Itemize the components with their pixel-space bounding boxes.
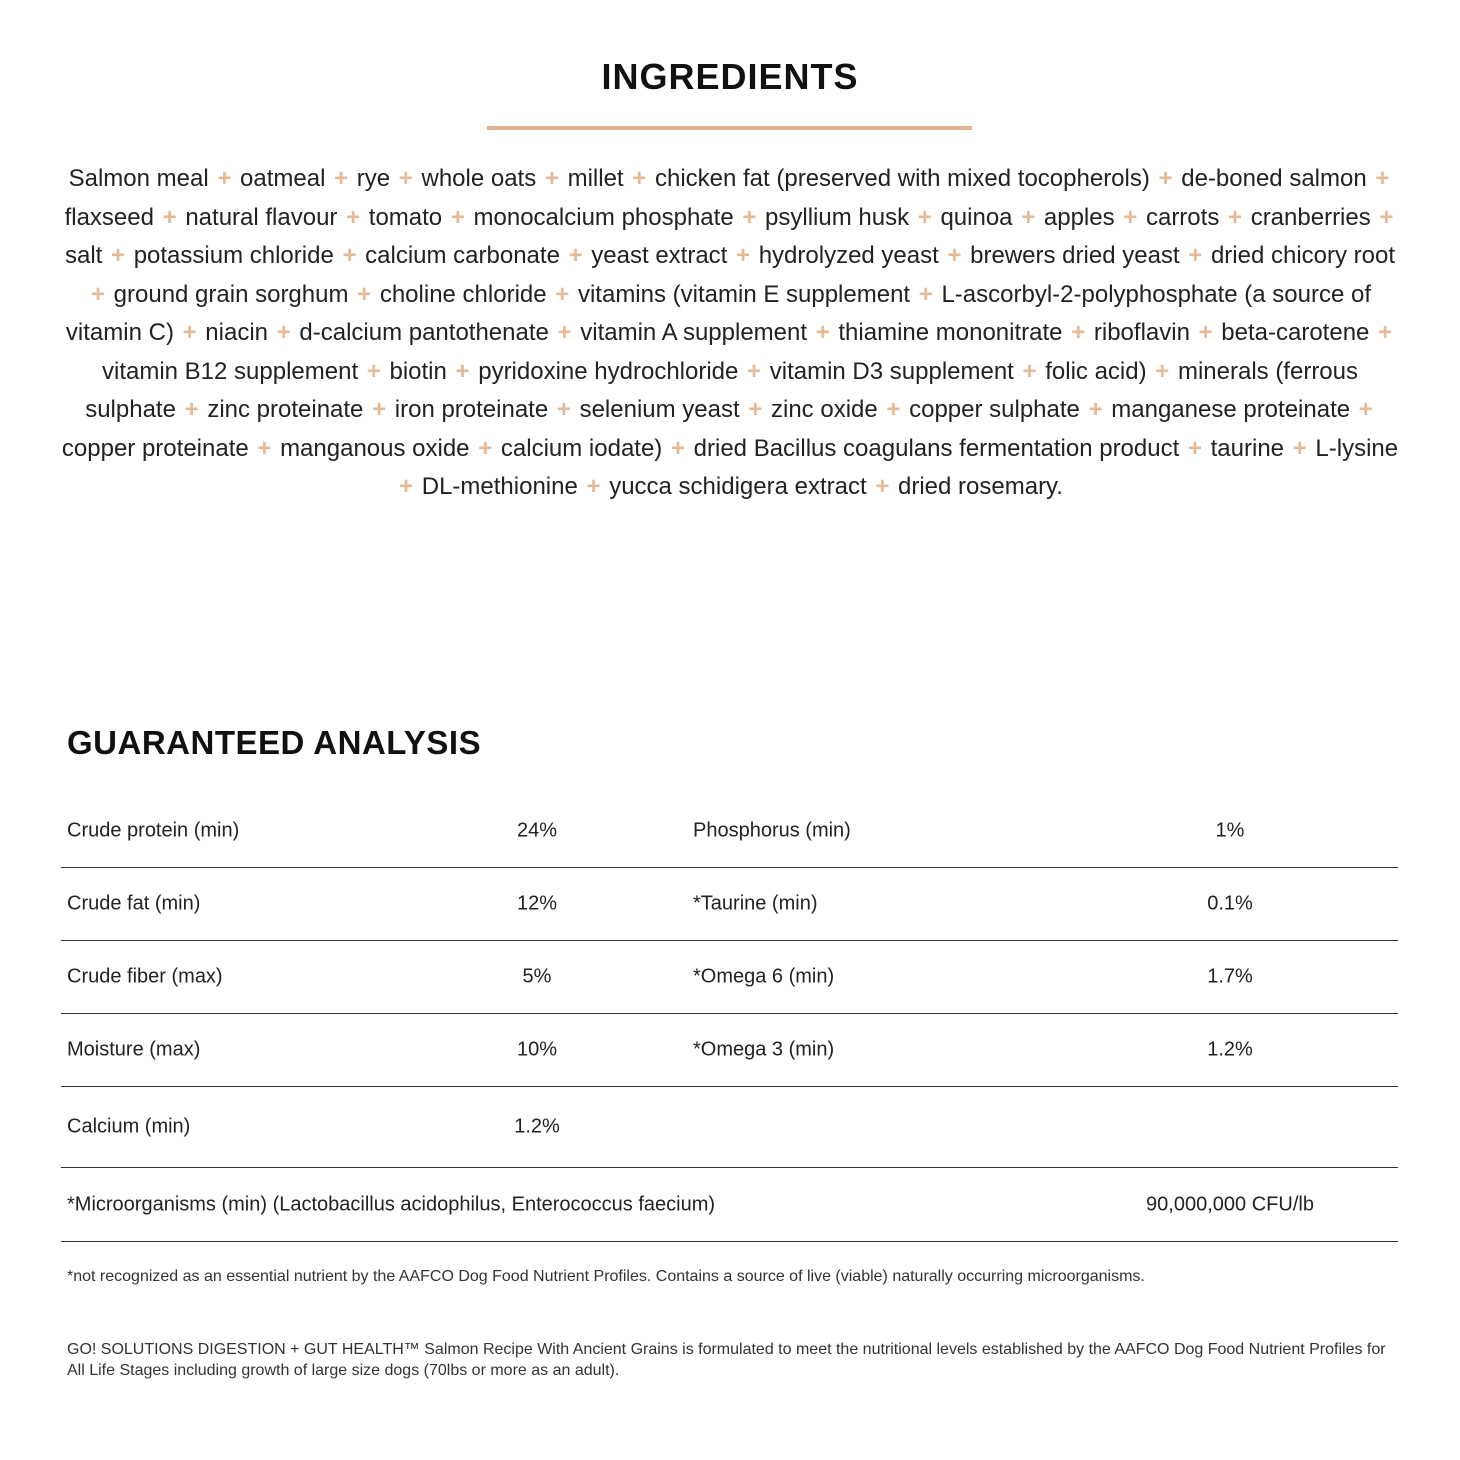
ingredient-item: L-ascorbyl-2-polyphosphate (a source of vitamin C) — [65, 280, 1372, 346]
plus-separator-icon: + — [568, 242, 583, 269]
nutrient-value: 10% — [516, 1038, 558, 1061]
ingredients-list — [60, 160, 1400, 507]
ingredient-item: beta-carotene — [1221, 319, 1370, 346]
ingredient-item: yeast extract — [591, 242, 728, 269]
plus-separator-icon: + — [632, 165, 647, 192]
ingredient-item: dried Bacillus coagulans fermentation product — [693, 434, 1180, 462]
nutrient-label: Crude protein (min) — [67, 819, 240, 842]
ingredient-item: chicken fat (preserved with mixed tocopherols) — [654, 165, 1150, 192]
ingredient-item: hydrolyzed yeast — [758, 242, 939, 269]
nutrient-value: 24% — [516, 819, 558, 842]
plus-separator-icon: + — [1155, 357, 1170, 385]
ingredient-item: calcium carbonate — [365, 242, 560, 269]
nutrient-value: 5% — [522, 965, 552, 988]
analysis-table — [61, 795, 1398, 1242]
nutrient-value: 90,000,000 CFU/lb — [1146, 1193, 1314, 1215]
table-row — [61, 941, 1398, 1014]
plus-separator-icon: + — [162, 203, 177, 231]
ingredient-item: apples — [1043, 203, 1115, 231]
ingredient-item: d-calcium pantothenate — [299, 319, 549, 346]
plus-separator-icon: + — [1228, 203, 1243, 231]
plus-separator-icon: + — [947, 242, 962, 269]
table-row-microorganisms — [61, 1168, 1398, 1242]
ingredient-item: millet — [567, 165, 624, 192]
plus-separator-icon: + — [399, 473, 414, 500]
nutrient-label: *Microorganisms (min) (Lactobacillus acidophilus, Enterococcus faecium) — [67, 1193, 716, 1215]
table-row — [61, 868, 1398, 941]
nutrient-label: Crude fiber (max) — [67, 965, 223, 988]
plus-separator-icon: + — [1292, 434, 1307, 462]
plus-separator-icon: + — [748, 396, 763, 423]
plus-separator-icon: + — [586, 473, 601, 500]
ingredient-item: DL-methionine — [421, 473, 578, 500]
plus-separator-icon: + — [557, 319, 572, 346]
plus-separator-icon: + — [357, 280, 372, 308]
ingredient-item: manganese proteinate — [1111, 396, 1351, 423]
ingredient-item: niacin — [205, 319, 269, 346]
plus-separator-icon: + — [372, 396, 387, 423]
ingredient-item: copper sulphate — [909, 396, 1080, 423]
ingredient-item: copper proteinate — [61, 434, 249, 462]
plus-separator-icon: + — [1158, 165, 1173, 192]
ingredient-item: monocalcium phosphate — [473, 203, 734, 231]
ingredient-item: de-boned salmon — [1181, 165, 1367, 192]
plus-separator-icon: + — [455, 357, 470, 385]
ingredient-item: dried chicory root — [1210, 242, 1396, 269]
ingredient-item: Salmon meal — [68, 165, 209, 192]
nutrient-value: 12% — [516, 892, 558, 915]
ingredient-item: cranberries — [1250, 203, 1371, 231]
plus-separator-icon: + — [1088, 396, 1103, 423]
ingredient-item: dried rosemary. — [898, 473, 1063, 500]
plus-separator-icon: + — [1375, 165, 1390, 192]
ingredient-item: taurine — [1210, 434, 1285, 462]
ingredient-item: calcium iodate) — [500, 434, 663, 462]
nutrient-value: 1% — [1215, 819, 1245, 842]
plus-separator-icon: + — [747, 357, 762, 385]
plus-separator-icon: + — [875, 473, 890, 500]
ingredient-item: ground grain sorghum — [113, 280, 349, 308]
plus-separator-icon: + — [276, 319, 291, 346]
ingredient-item: thiamine mononitrate — [838, 319, 1063, 346]
ingredient-item: pyridoxine hydrochloride — [478, 357, 739, 385]
plus-separator-icon: + — [556, 396, 571, 423]
ingredient-item: rye — [356, 165, 391, 192]
plus-separator-icon: + — [736, 242, 751, 269]
ingredient-item: oatmeal — [240, 165, 326, 192]
ingredient-item: choline chloride — [379, 280, 547, 308]
nutrient-label: *Omega 6 (min) — [693, 965, 835, 988]
plus-separator-icon: + — [450, 203, 465, 231]
table-row — [61, 1014, 1398, 1087]
plus-separator-icon: + — [342, 242, 357, 269]
plus-separator-icon: + — [1358, 396, 1373, 423]
plus-separator-icon: + — [217, 165, 232, 192]
ingredient-item: salt — [64, 242, 103, 269]
table-row — [61, 795, 1398, 868]
ingredient-item: potassium chloride — [133, 242, 334, 269]
plus-separator-icon: + — [90, 280, 105, 308]
plus-separator-icon: + — [1379, 203, 1394, 231]
table-row — [61, 1087, 1398, 1168]
plus-separator-icon: + — [1071, 319, 1086, 346]
plus-separator-icon: + — [366, 357, 381, 385]
nutrient-value: 1.2% — [514, 1115, 560, 1138]
plus-separator-icon: + — [815, 319, 830, 346]
footnote: *not recognized as an essential nutrient by the AAFCO Dog Food Nutrient Profiles. Contains a source of live (viable) naturally occurring microorganisms. — [67, 1268, 1145, 1285]
ingredient-item: vitamin D3 supplement — [769, 357, 1014, 385]
plus-separator-icon: + — [398, 165, 413, 192]
plus-separator-icon: + — [917, 203, 932, 231]
ingredient-item: zinc oxide — [771, 396, 878, 423]
plus-separator-icon: + — [111, 242, 126, 269]
ingredient-item: manganous oxide — [280, 434, 470, 462]
nutrient-label: Crude fat (min) — [67, 892, 201, 915]
ingredient-item: quinoa — [940, 203, 1013, 231]
ingredient-item: folic acid) — [1045, 357, 1147, 385]
ingredient-item: yucca schidigera extract — [609, 473, 867, 500]
plus-separator-icon: + — [346, 203, 361, 231]
ingredient-item: vitamin B12 supplement — [101, 357, 359, 385]
plus-separator-icon: + — [1188, 242, 1203, 269]
ingredient-item: zinc proteinate — [207, 396, 364, 423]
plus-separator-icon: + — [182, 319, 197, 346]
plus-separator-icon: + — [478, 434, 493, 462]
nutrient-value: 1.2% — [1207, 1038, 1253, 1061]
plus-separator-icon: + — [670, 434, 685, 462]
plus-separator-icon: + — [184, 396, 199, 423]
ingredient-item: minerals (ferrous sulphate — [85, 357, 1358, 423]
ingredient-item: carrots — [1145, 203, 1220, 231]
nutrient-label: *Omega 3 (min) — [693, 1038, 835, 1061]
plus-separator-icon: + — [1123, 203, 1138, 231]
plus-separator-icon: + — [742, 203, 757, 231]
ingredient-item: selenium yeast — [579, 396, 740, 423]
nutrient-value: 0.1% — [1207, 892, 1253, 915]
plus-separator-icon: + — [544, 165, 559, 192]
nutrient-label: Moisture (max) — [67, 1038, 201, 1061]
ingredient-item: biotin — [389, 357, 447, 385]
plus-separator-icon: + — [886, 396, 901, 423]
plus-separator-icon: + — [257, 434, 272, 462]
analysis-title: GUARANTEED ANALYSIS — [67, 724, 482, 761]
ingredient-item: natural flavour — [185, 203, 338, 231]
aafco-statement: GO! SOLUTIONS DIGESTION + GUT HEALTH™ Salmon Recipe With Ancient Grains is formulated to meet the nutritional levels established by the AAFCO Dog Food Nutrient Profiles for All Life Stages including growth of large size dogs (70lbs or more as an adult). — [67, 1341, 1386, 1379]
plus-separator-icon: + — [1021, 203, 1036, 231]
plus-separator-icon: + — [918, 280, 933, 308]
plus-separator-icon: + — [1187, 434, 1202, 462]
nutrient-label: *Taurine (min) — [693, 892, 818, 915]
nutrient-value: 1.7% — [1207, 965, 1253, 988]
plus-separator-icon: + — [555, 280, 570, 308]
ingredient-item: tomato — [368, 203, 443, 231]
plus-separator-icon: + — [1022, 357, 1037, 385]
ingredient-item: L-lysine — [1315, 434, 1399, 462]
ingredient-item: whole oats — [421, 165, 537, 192]
ingredient-item: brewers dried yeast — [970, 242, 1180, 269]
ingredient-item: iron proteinate — [394, 396, 549, 423]
plus-separator-icon: + — [1198, 319, 1213, 346]
plus-separator-icon: + — [334, 165, 349, 192]
ingredient-item: psyllium husk — [765, 203, 910, 231]
ingredient-item: vitamins (vitamin E supplement — [577, 280, 911, 308]
ingredient-item: riboflavin — [1093, 319, 1190, 346]
ingredients-title: INGREDIENTS — [601, 56, 859, 97]
ingredient-item: vitamin A supplement — [580, 319, 808, 346]
plus-separator-icon: + — [1378, 319, 1393, 346]
title-divider — [487, 126, 972, 130]
ingredient-item: flaxseed — [64, 203, 154, 231]
nutrient-label: Phosphorus (min) — [693, 819, 851, 842]
nutrient-label: Calcium (min) — [67, 1115, 191, 1138]
